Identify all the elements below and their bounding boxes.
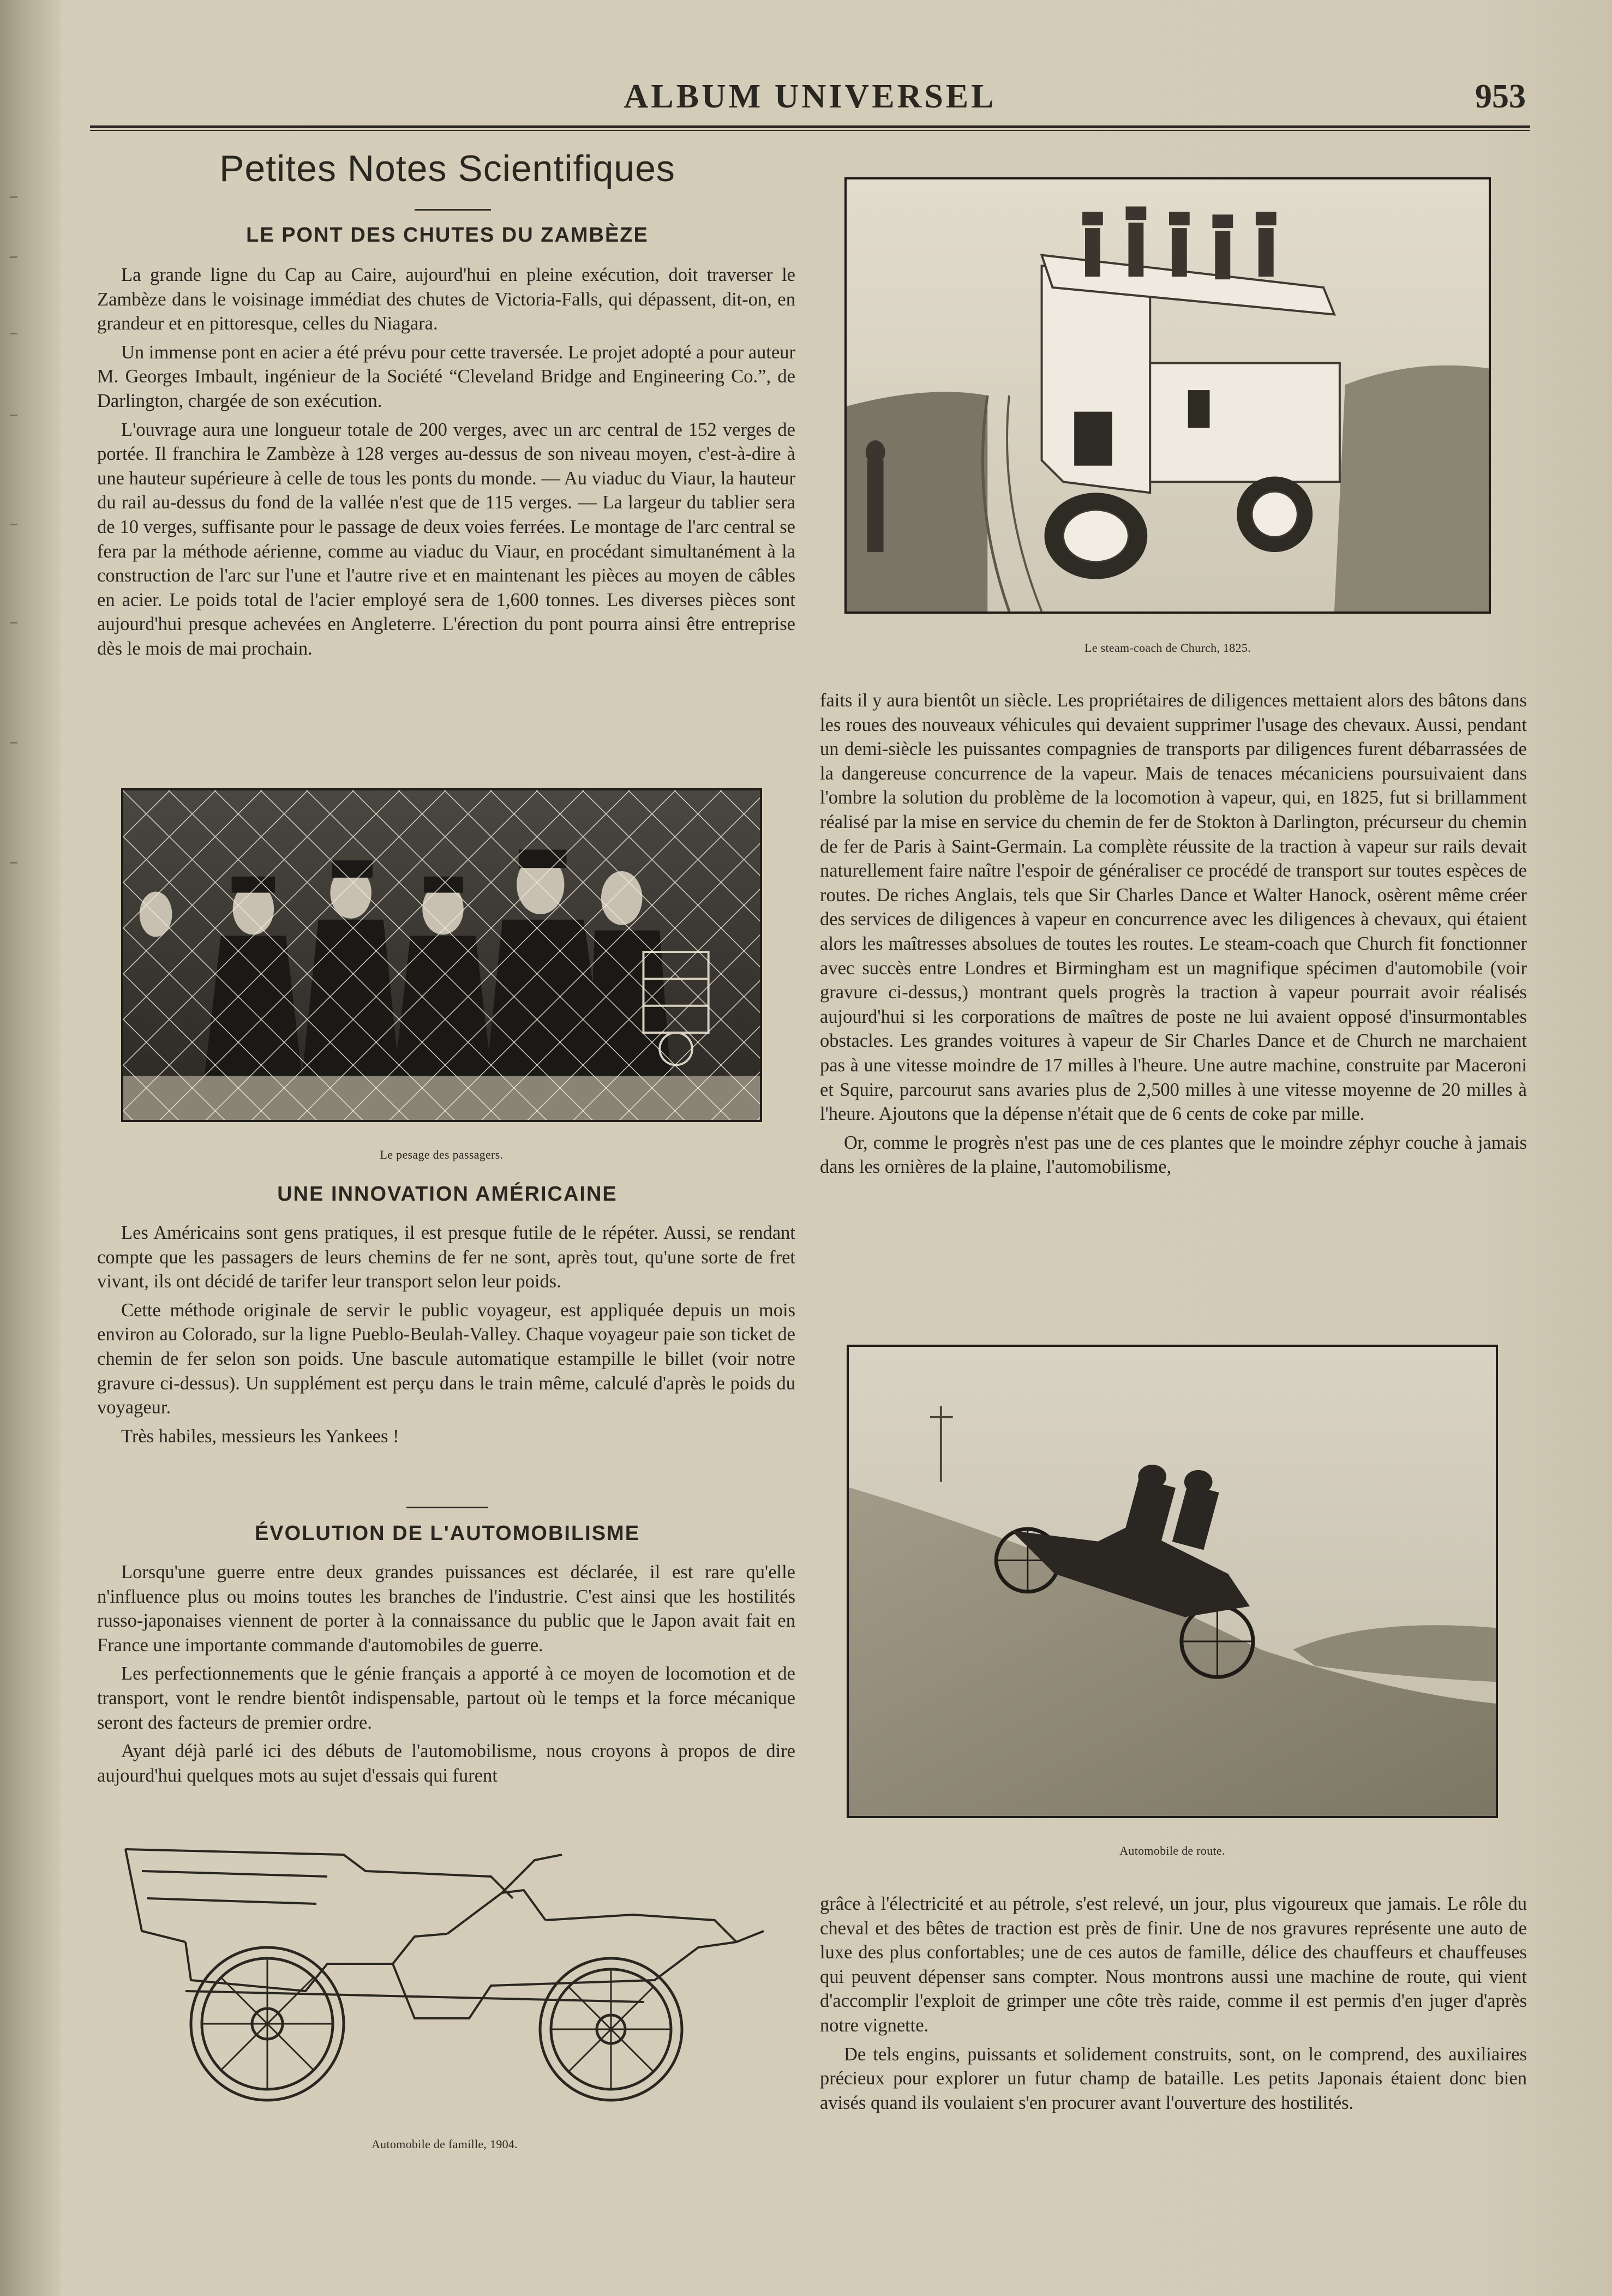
paragraph: Les perfectionnements que le génie français a apporté à ce moyen de locomotion et de transport, vont le rendre bientôt indispensable, partout où le temps et la force mécanique seront des facteurs de premier ordre. <box>97 1663 795 1733</box>
photo-pesage-passagers <box>121 788 762 1122</box>
section-title: Petites Notes Scientifiques <box>219 148 675 189</box>
family-car-line-drawing <box>109 1838 780 2133</box>
paragraph: grâce à l'électricité et au pétrole, s'est relevé, un jour, plus vigoureux que jamais. Le rôle du cheval et des bêtes de traction est près de finir. Une de nos gravures représente une auto de luxe des plus confortables; une de ces autos de famille, délice des chauffeurs et chauffeuses qui peuvent dépenser sans compter. Nous montrons aussi une machine de route, qui vient d'accomplir l'exploit de grimper une côte très raide, comme il est permis d'en juger d'après notre vignette. <box>820 1893 1527 2036</box>
bleed-mark <box>10 742 17 744</box>
paragraph: Cette méthode originale de servir le public voyageur, est appliquée depuis un mois environ au Colorado, sur la ligne Pueblo-Beulah-Valley. Chaque voyageur paie son ticket de chemin de fer selon son poids. Une bascule automatique estampille le billet (voir notre gravure ci-dessus). Un supplément est perçu dans le train même, calculé d'après le poids du voyageur. <box>97 1299 795 1418</box>
drawing-automobile-famille <box>109 1838 780 2133</box>
caption-automobile-famille: Automobile de famille, 1904. <box>371 2137 518 2151</box>
heading-rule <box>415 209 491 211</box>
heading-rule <box>406 1507 488 1508</box>
bleed-mark <box>10 622 17 624</box>
paragraph: La grande ligne du Cap au Caire, aujourd'hui en pleine exécution, doit traverser le Zambèze dans le voisinage immédiat des chutes de Victoria-Falls, qui dépassent, dit-on, en grandeur et en pittoresque, celles du Niagara. <box>97 265 795 334</box>
paragraph: Un immense pont en acier a été prévu pour cette traversée. Le projet adopté a pour auteur M. Georges Imbault, ingénieur de la Société “Cleveland Bridge and Engineering Co.”, de Darlington, chargée de son exécution. <box>97 341 795 411</box>
passengers-weighing-illustration <box>123 790 760 1120</box>
bleed-mark <box>10 196 17 198</box>
bleed-mark <box>10 415 17 416</box>
page-header <box>90 76 1530 128</box>
bleed-mark <box>10 862 17 864</box>
paragraph: faits il y aura bientôt un siècle. Les propriétaires de diligences mettaient alors des bâtons dans les roues des nouveaux véhicules qui devaient supprimer l'usage des chevaux. Aussi, pendant un demi-siècle les puissantes compagnies de transports par diligences furent débarrassées de la dangereuse concurrence de la vapeur. Mais de tenaces mécaniciens poursuivaient dans l'ombre la solution du problème de la locomotion à vapeur, qui, en 1825, fut si brillamment réalisé par la mise en service du chemin de fer de Stokton à Darlington, précurseur du chemin de fer de Paris à Saint-Germain. La complète réussite de la traction à vapeur sur rails devait naturellement faire naître l'espoir de généraliser ce procédé de transport sur toutes espèces de routes. De riches Anglais, tels que Sir Charles Dance et Walter Hanock, osèrent même créer des services de diligences à vapeur en concurrence avec les diligences à chevaux, qui étaient alors les maîtresses absolues de toutes les routes. Le steam-coach que Church fit fonctionner avec succès entre Londres et Birmingham est un magnifique spécimen d'automobile (voir gravure ci-dessus,) montrant quels progrès la traction à vapeur pourrait avoir réalisés aujourd'hui si les corporations de maîtres de poste ne lui avaient opposé d'insurmontables obstacles. Les grandes voitures à vapeur de Sir Charles Dance et de Church ne marchaient pas à une vitesse moindre de 17 milles à l'heure. Une autre machine, construite par Maceroni et Squire, parcourut sans avaries plus de 2,500 milles à une vitesse moyenne de 20 milles à l'heure. Ajoutons que la dépense n'était que de 6 cents de coke par mille. <box>820 690 1527 1125</box>
paragraph: Lorsqu'une guerre entre deux grandes puissances est déclarée, il est rare qu'elle n'influence plus ou moins toutes les branches de l'industrie. C'est ainsi que les hostilités russo-japonaises viennent de porter à la connaissance du public que le Japon avait fait en France une importante commande d'automobiles de guerre. <box>97 1562 795 1656</box>
paragraph: Ayant déjà parlé ici des débuts de l'automobilisme, nous croyons à propos de dire aujourd'hui quelques mots au sujet d'essais qui furent <box>97 1741 795 1786</box>
paragraph: L'ouvrage aura une longueur totale de 200 verges, avec un arc central de 152 verges de portée. Il franchira le Zambèze à 128 verges au-dessus de son niveau moyen, c'est-à-dire à une hauteur supérieure à celle de tous les ponts du monde. — Au viaduc du Viaur, la hauteur du rail au-dessus du fond de la vallée n'est que de 115 verges. — La largeur du tablier sera de 10 verges, suffisante pour le passage de deux voies ferrées. Le montage de l'arc central se fera par la méthode aérienne, comme au viaduc du Viaur, en procédant simultanément à la construction de l'arc sur l'une et l'autre rive et en maintenant les pièces au moyen de câbles en acier. Le poids total de l'acier employé sera de 1,600 tonnes. Les diverses pièces sont aujourd'hui presque achevées en Angleterre. L'érection du pont pourra ainsi être entreprise dès le mois de mai prochain. <box>97 419 795 659</box>
photo-automobile-route <box>847 1345 1498 1818</box>
paragraph: Or, comme le progrès n'est pas une de ces plantes que le moindre zéphyr couche à jamais dans les ornières de la plaine, l'automobilisme, <box>820 1132 1527 1178</box>
article-heading-innovation: UNE INNOVATION AMÉRICAINE <box>277 1183 618 1206</box>
bleed-mark <box>10 256 17 258</box>
caption-pesage: Le pesage des passagers. <box>380 1148 504 1161</box>
bleed-mark <box>10 333 17 334</box>
caption-steam-coach: Le steam-coach de Church, 1825. <box>1084 641 1251 655</box>
caption-automobile-route: Automobile de route. <box>1119 1844 1225 1857</box>
binding-shadow <box>0 0 60 2296</box>
article-body-zambeze <box>97 263 795 661</box>
article-body-automobilisme-left <box>97 1560 795 1788</box>
steam-coach-illustration <box>847 179 1489 612</box>
paragraph: De tels engins, puissants et solidement construits, sont, on le comprend, des auxiliaires précieux pour explorer un futur champ de bataille. Les petits Japonais étaient donc bien avisés quand ils voulaient s'en procurer avant l'ouverture des hostilités. <box>820 2043 1527 2113</box>
paragraph: Les Américains sont gens pratiques, il est presque futile de le répéter. Aussi, se rendant compte que les passagers de leurs chemins de fer ne sont, après tout, qu'une sorte de fret vivant, ils ont décidé de tarifer leur transport selon leur poids. <box>97 1222 795 1292</box>
publication-title: ALBUM UNIVERSEL <box>624 78 997 115</box>
paragraph: Très habiles, messieurs les Yankees ! <box>121 1425 399 1447</box>
header-rule <box>90 130 1530 131</box>
bleed-mark <box>10 524 17 525</box>
article-body-automobilisme-right-2 <box>820 1892 1527 2115</box>
article-body-automobilisme-right-1 <box>820 688 1527 1179</box>
page-number: 953 <box>1475 78 1526 115</box>
hill-climb-car-illustration <box>849 1347 1496 1816</box>
article-heading-automobilisme: ÉVOLUTION DE L'AUTOMOBILISME <box>254 1522 640 1545</box>
photo-steam-coach <box>844 177 1491 614</box>
article-body-innovation <box>97 1221 795 1448</box>
article-heading-zambeze: LE PONT DES CHUTES DU ZAMBÈZE <box>246 224 649 247</box>
